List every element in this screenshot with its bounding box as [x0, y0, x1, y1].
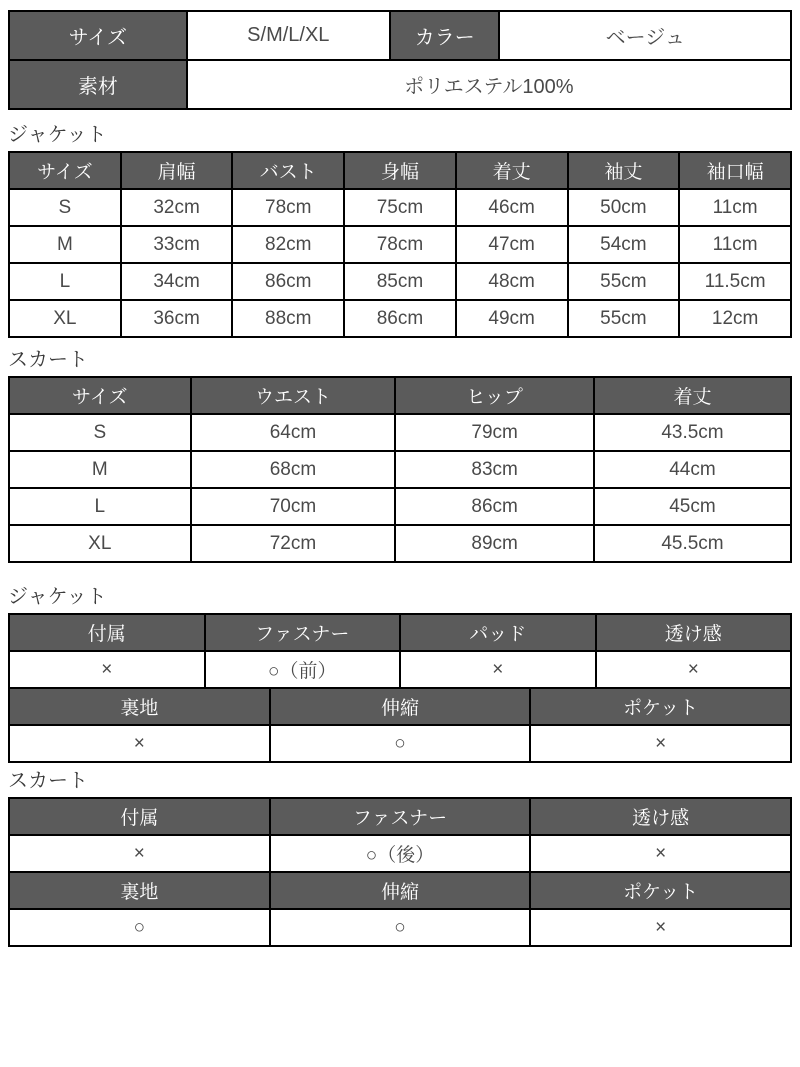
skirt-detail-table-upper	[8, 797, 792, 873]
header-cell: ポケット	[530, 688, 791, 725]
table-row	[9, 300, 791, 337]
detail-mark-cell: ×	[9, 651, 205, 688]
detail-mark-cell: ×	[596, 651, 792, 688]
jacket-detail-section-title: ジャケット	[8, 586, 107, 608]
material-value-cell: ポリエステル100%	[187, 60, 791, 109]
header-cell: 袖丈	[568, 152, 680, 189]
measure-cell: 82cm	[232, 226, 344, 263]
measure-cell: 55cm	[568, 263, 680, 300]
table-row	[9, 909, 791, 946]
header-cell: バスト	[232, 152, 344, 189]
detail-mark-cell: ○	[9, 909, 270, 946]
table-header-row	[9, 872, 791, 909]
jacket-detail-table-upper	[8, 613, 792, 689]
table-row	[9, 451, 791, 488]
measure-cell: 86cm	[232, 263, 344, 300]
header-cell: ウエスト	[191, 377, 396, 414]
header-cell: ポケット	[530, 872, 791, 909]
measure-cell: 78cm	[232, 189, 344, 226]
measure-cell: 89cm	[395, 525, 594, 562]
header-cell: ファスナー	[270, 798, 531, 835]
size-cell: S	[9, 414, 191, 451]
color-label-cell: カラー	[390, 11, 500, 60]
header-cell: 伸縮	[270, 688, 531, 725]
color-value-cell: ベージュ	[499, 11, 791, 60]
measure-cell: 75cm	[344, 189, 456, 226]
detail-mark-cell: ×	[530, 725, 791, 762]
detail-mark-cell: ○（後）	[270, 835, 531, 872]
skirt-detail-section-title: スカート	[8, 770, 88, 792]
header-cell: パッド	[400, 614, 596, 651]
measure-cell: 72cm	[191, 525, 396, 562]
header-cell: 着丈	[456, 152, 568, 189]
measure-cell: 45cm	[594, 488, 791, 525]
size-cell: XL	[9, 525, 191, 562]
table-header-row	[9, 377, 791, 414]
measure-cell: 85cm	[344, 263, 456, 300]
measure-cell: 11.5cm	[679, 263, 791, 300]
table-row	[9, 835, 791, 872]
header-cell: 付属	[9, 798, 270, 835]
measure-cell: 48cm	[456, 263, 568, 300]
measure-cell: 12cm	[679, 300, 791, 337]
measure-cell: 47cm	[456, 226, 568, 263]
measure-cell: 83cm	[395, 451, 594, 488]
table-row	[9, 11, 791, 60]
header-cell: 着丈	[594, 377, 791, 414]
detail-mark-cell: ○	[270, 909, 531, 946]
detail-mark-cell: ○（前）	[205, 651, 401, 688]
table-header-row	[9, 614, 791, 651]
detail-mark-cell: ×	[9, 725, 270, 762]
measure-cell: 46cm	[456, 189, 568, 226]
skirt-size-section-title: スカート	[8, 349, 88, 371]
skirt-detail-table-lower	[8, 871, 792, 947]
size-label-cell: サイズ	[9, 11, 187, 60]
size-cell: S	[9, 189, 121, 226]
measure-cell: 86cm	[395, 488, 594, 525]
measure-cell: 55cm	[568, 300, 680, 337]
size-value-cell: S/M/L/XL	[187, 11, 390, 60]
detail-mark-cell: ×	[400, 651, 596, 688]
table-header-row	[9, 798, 791, 835]
size-cell: M	[9, 451, 191, 488]
product-info-table	[8, 10, 792, 110]
measure-cell: 79cm	[395, 414, 594, 451]
measure-cell: 44cm	[594, 451, 791, 488]
header-cell: ヒップ	[395, 377, 594, 414]
table-row	[9, 414, 791, 451]
detail-mark-cell: ×	[9, 835, 270, 872]
measure-cell: 78cm	[344, 226, 456, 263]
measure-cell: 34cm	[121, 263, 233, 300]
table-row	[9, 60, 791, 109]
size-cell: XL	[9, 300, 121, 337]
jacket-size-table	[8, 151, 792, 338]
table-row	[9, 651, 791, 688]
detail-mark-cell: ○	[270, 725, 531, 762]
size-cell: L	[9, 263, 121, 300]
measure-cell: 11cm	[679, 189, 791, 226]
material-label-cell: 素材	[9, 60, 187, 109]
size-cell: M	[9, 226, 121, 263]
measure-cell: 68cm	[191, 451, 396, 488]
header-cell: 付属	[9, 614, 205, 651]
measure-cell: 88cm	[232, 300, 344, 337]
header-cell: サイズ	[9, 377, 191, 414]
measure-cell: 64cm	[191, 414, 396, 451]
header-cell: 身幅	[344, 152, 456, 189]
measure-cell: 49cm	[456, 300, 568, 337]
header-cell: 透け感	[596, 614, 792, 651]
skirt-size-table	[8, 376, 792, 563]
measure-cell: 54cm	[568, 226, 680, 263]
header-cell: 裏地	[9, 688, 270, 725]
header-cell: 伸縮	[270, 872, 531, 909]
header-cell: 肩幅	[121, 152, 233, 189]
measure-cell: 86cm	[344, 300, 456, 337]
measure-cell: 43.5cm	[594, 414, 791, 451]
header-cell: サイズ	[9, 152, 121, 189]
detail-mark-cell: ×	[530, 835, 791, 872]
table-row	[9, 725, 791, 762]
measure-cell: 45.5cm	[594, 525, 791, 562]
table-row	[9, 525, 791, 562]
header-cell: 裏地	[9, 872, 270, 909]
measure-cell: 32cm	[121, 189, 233, 226]
measure-cell: 36cm	[121, 300, 233, 337]
table-header-row	[9, 152, 791, 189]
table-row	[9, 226, 791, 263]
header-cell: ファスナー	[205, 614, 401, 651]
table-row	[9, 263, 791, 300]
header-cell: 袖口幅	[679, 152, 791, 189]
table-row	[9, 189, 791, 226]
table-header-row	[9, 688, 791, 725]
measure-cell: 33cm	[121, 226, 233, 263]
measure-cell: 11cm	[679, 226, 791, 263]
header-cell: 透け感	[530, 798, 791, 835]
jacket-size-section-title: ジャケット	[8, 124, 107, 146]
measure-cell: 70cm	[191, 488, 396, 525]
measure-cell: 50cm	[568, 189, 680, 226]
detail-mark-cell: ×	[530, 909, 791, 946]
size-cell: L	[9, 488, 191, 525]
jacket-detail-table-lower	[8, 687, 792, 763]
table-row	[9, 488, 791, 525]
